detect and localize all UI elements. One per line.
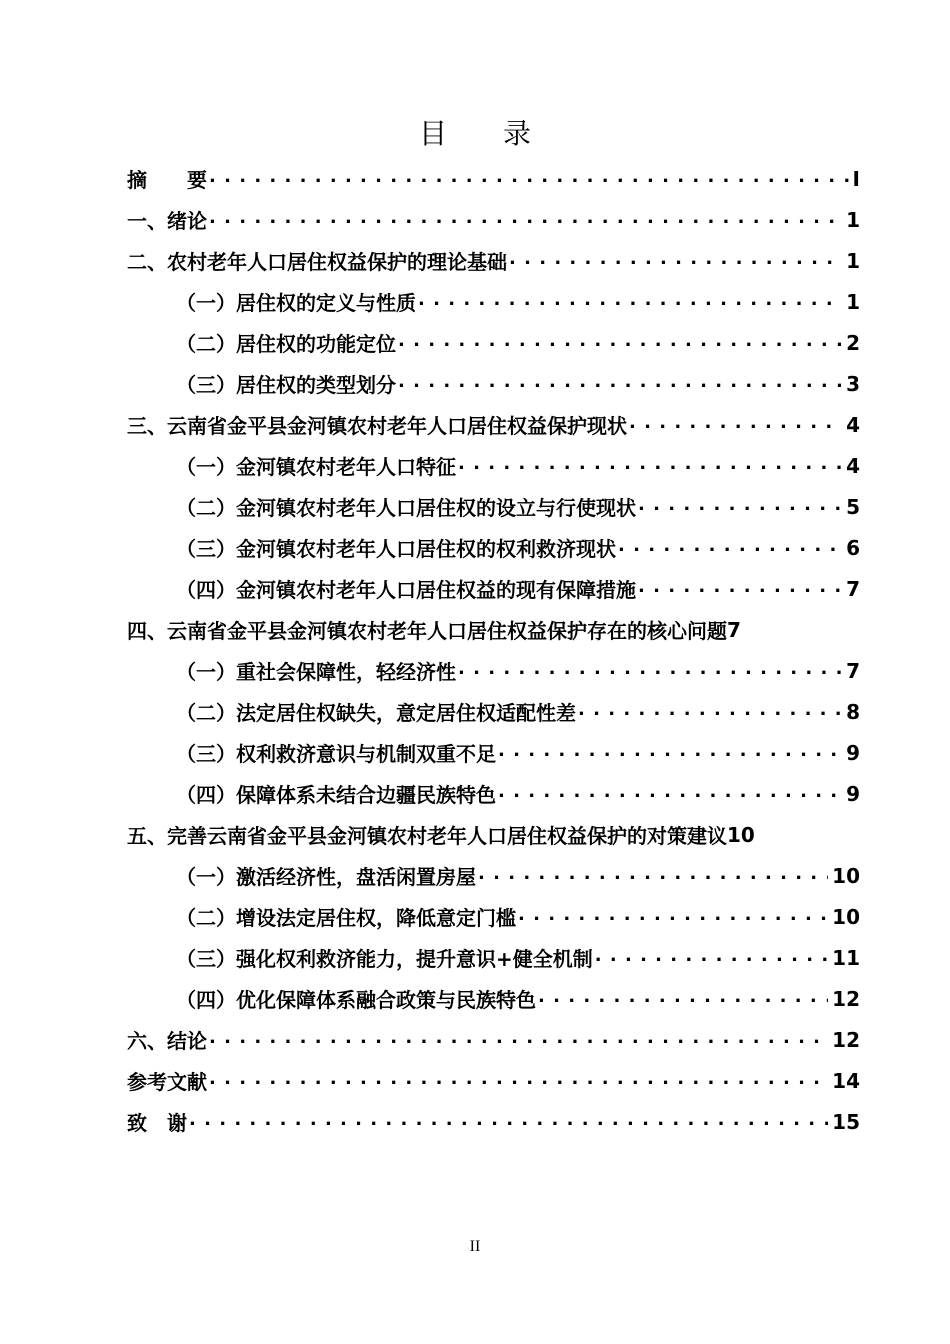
toc-entry-label: 五、完善云南省金平县金河镇农村老年人口居住权益保护的对策建议	[127, 824, 727, 848]
toc-entry[interactable]	[127, 404, 860, 445]
toc-entry-page: 12	[832, 986, 860, 1011]
toc-entry[interactable]	[176, 568, 860, 609]
toc-entry[interactable]	[176, 732, 860, 773]
toc-entry[interactable]	[176, 773, 860, 814]
toc-entry[interactable]	[176, 978, 860, 1019]
toc-entry-page: 9	[846, 740, 860, 765]
toc-entry-label: （一）激活经济性，盘活闲置房屋	[176, 865, 476, 889]
toc-leader-dots	[629, 404, 842, 445]
toc-entry-label: （三）金河镇农村老年人口居住权的权利救济现状	[176, 537, 616, 561]
toc-entry-label: 致 谢	[127, 1111, 187, 1135]
toc-entry-label: （二）居住权的功能定位	[176, 332, 396, 356]
toc-entry-page: 6	[846, 535, 860, 560]
toc-entry-page: I	[852, 166, 860, 191]
toc-leader-dots	[458, 650, 842, 691]
toc-leader-dots	[518, 896, 828, 937]
toc-entry[interactable]	[127, 240, 860, 281]
toc-leader-dots	[638, 486, 842, 527]
toc-entry-label: （一）金河镇农村老年人口特征	[176, 455, 456, 479]
page-number: II	[469, 1238, 481, 1255]
toc-entry-page: 3	[846, 371, 860, 396]
toc-entry-page: 5	[846, 494, 860, 519]
toc-leader-dots	[418, 281, 842, 322]
toc-leader-dots	[398, 363, 842, 404]
toc-entry-page: 10	[727, 822, 755, 847]
toc-leader-dots	[209, 1019, 828, 1060]
toc-leader-dots	[498, 773, 842, 814]
toc-entry[interactable]	[176, 937, 860, 978]
toc-leader-dots	[209, 1060, 828, 1101]
toc-leader-dots	[478, 855, 828, 896]
toc-entry[interactable]	[127, 1019, 860, 1060]
toc-leader-dots	[498, 732, 842, 773]
title-char-2: 录	[503, 117, 532, 150]
toc-entry-page: 1	[846, 207, 860, 232]
toc-entry[interactable]	[176, 855, 860, 896]
toc-entry-label: （二）增设法定居住权，降低意定门槛	[176, 906, 516, 930]
toc-entry-label: （三）居住权的类型划分	[176, 373, 396, 397]
toc-entry-label: （一）重社会保障性，轻经济性	[176, 660, 456, 684]
toc-entry[interactable]	[176, 281, 860, 322]
toc-entry-label: （二）金河镇农村老年人口居住权的设立与行使现状	[176, 496, 636, 520]
toc-leader-dots	[638, 568, 842, 609]
toc-entry-page: 11	[832, 945, 860, 970]
toc-entry[interactable]	[176, 691, 860, 732]
toc-entry-page: 15	[832, 1109, 860, 1134]
toc-entry-page: 8	[846, 699, 860, 724]
toc-entry-label: （四）优化保障体系融合政策与民族特色	[176, 988, 536, 1012]
toc-entry[interactable]	[127, 158, 860, 199]
toc-entry[interactable]	[176, 322, 860, 363]
toc-entry-page: 10	[832, 863, 860, 888]
toc-entry-page: 4	[846, 453, 860, 478]
toc-entry-page: 10	[832, 904, 860, 929]
toc-leader-dots	[209, 199, 842, 240]
toc-leader-dots	[209, 158, 849, 199]
toc-entry[interactable]	[176, 527, 860, 568]
toc-entry[interactable]	[127, 1060, 860, 1101]
toc-entry[interactable]	[176, 363, 860, 404]
toc-leader-dots	[578, 691, 842, 732]
toc-entry[interactable]	[127, 609, 860, 650]
toc-entry[interactable]	[127, 814, 860, 855]
toc-entry-label: 参考文献	[127, 1070, 207, 1094]
toc-entry-label: （四）保障体系未结合边疆民族特色	[176, 783, 496, 807]
toc-entry-page: 1	[846, 289, 860, 314]
toc-entry-label: （三）权利救济意识与机制双重不足	[176, 742, 496, 766]
toc-entry-page: 7	[846, 658, 860, 683]
toc-entry-page: 9	[846, 781, 860, 806]
toc-entry-label: 三、云南省金平县金河镇农村老年人口居住权益保护现状	[127, 414, 627, 438]
page-title	[0, 112, 950, 152]
toc-entry-label: 二、农村老年人口居住权益保护的理论基础	[127, 250, 507, 274]
toc-entry-label: （四）金河镇农村老年人口居住权益的现有保障措施	[176, 578, 636, 602]
toc-leader-dots	[189, 1101, 828, 1142]
toc-leader-dots	[618, 527, 842, 568]
toc-entry-page: 1	[846, 248, 860, 273]
toc-entry[interactable]	[127, 199, 860, 240]
toc-entry-page: 14	[832, 1068, 860, 1093]
toc-entry[interactable]	[176, 486, 860, 527]
toc-leader-dots	[398, 322, 842, 363]
toc-leader-dots	[509, 240, 842, 281]
toc-leader-dots	[458, 445, 842, 486]
toc-leader-dots	[595, 937, 828, 978]
toc-entry[interactable]	[176, 445, 860, 486]
toc-entry-page: 12	[832, 1027, 860, 1052]
toc-entry-label: 四、云南省金平县金河镇农村老年人口居住权益保护存在的核心问题	[127, 619, 727, 643]
toc-entry-page: 2	[846, 330, 860, 355]
toc-entry-page: 7	[846, 576, 860, 601]
title-char-1: 目	[418, 117, 447, 150]
toc-entry[interactable]	[176, 896, 860, 937]
toc-entry[interactable]	[176, 650, 860, 691]
toc-entry-page: 4	[846, 412, 860, 437]
toc-entry-label: 六、结论	[127, 1029, 207, 1053]
toc-entry-label: 摘 要	[127, 168, 207, 192]
toc-entry[interactable]	[127, 1101, 860, 1142]
toc-entry-label: （一）居住权的定义与性质	[176, 291, 416, 315]
toc-entry-label: 一、绪论	[127, 209, 207, 233]
toc-entry-label: （三）强化权利救济能力，提升意识+健全机制	[176, 947, 593, 971]
toc-entry-label: （二）法定居住权缺失，意定居住权适配性差	[176, 701, 576, 725]
toc-entry-page: 7	[727, 617, 741, 642]
toc-leader-dots	[538, 978, 828, 1019]
